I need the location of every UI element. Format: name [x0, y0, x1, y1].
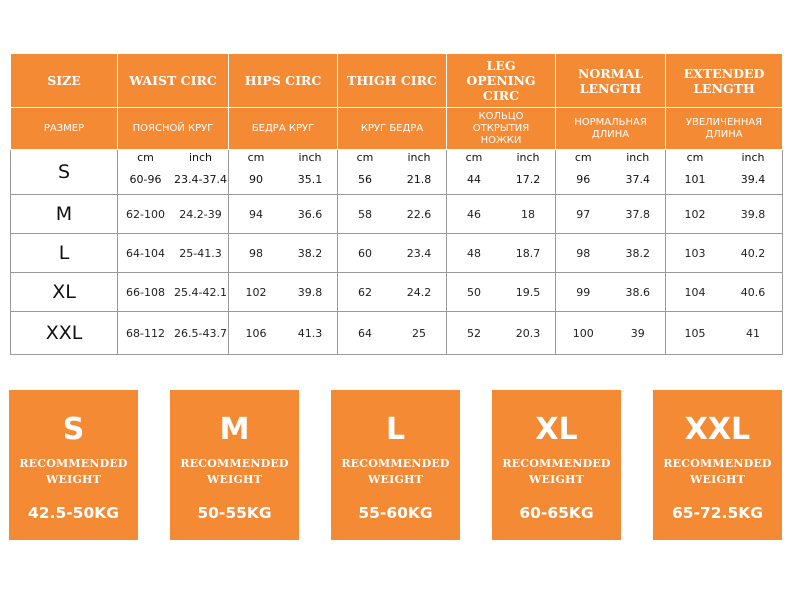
card-label — [9, 456, 138, 488]
header-normal-length: NORMAL LENGTH — [556, 54, 666, 108]
leg-cell — [447, 150, 556, 195]
cm-value: 60 — [358, 246, 372, 260]
normal-length-cell — [556, 234, 666, 273]
cm-value: 66-108 — [126, 285, 165, 299]
cm-value: 103 — [684, 246, 706, 260]
inch-value: 38.6 — [625, 285, 650, 299]
weight-card-s — [9, 390, 138, 540]
normal-length-cell — [556, 273, 666, 312]
inch-value: 23.4-37.4 — [174, 173, 227, 186]
header-thigh: THIGH CIRC — [338, 54, 447, 108]
size-chart-table — [10, 53, 783, 355]
table-row — [11, 234, 783, 273]
cm-value: 96 — [576, 173, 591, 186]
leg-cell — [447, 273, 556, 312]
card-label-line2: WEIGHT — [367, 473, 424, 486]
extended-length-cell — [666, 150, 783, 195]
weight-card-m — [170, 390, 299, 540]
size-label: XXL — [11, 312, 118, 355]
card-size: XL — [535, 412, 578, 447]
unit-cm: cm — [137, 151, 154, 164]
unit-cm: cm — [686, 151, 704, 164]
card-weight: 50-55KG — [197, 504, 272, 522]
waist-cell — [118, 195, 229, 234]
waist-cell — [118, 234, 229, 273]
weight-card-xxl — [653, 390, 782, 540]
unit-inch: inch — [516, 151, 540, 164]
card-weight: 42.5-50KG — [28, 504, 119, 522]
extended-length-cell — [666, 273, 783, 312]
card-label-line2: WEIGHT — [528, 473, 585, 486]
inch-value: 41 — [746, 326, 760, 340]
card-label-line1: RECOMMENDED — [180, 457, 289, 470]
unit-cm: cm — [356, 151, 374, 164]
table-row — [11, 273, 783, 312]
waist-cell — [118, 150, 229, 195]
cm-value: 58 — [358, 207, 372, 221]
inch-value: 38.2 — [625, 246, 650, 260]
cm-value: 99 — [576, 285, 591, 299]
cm-value: 64-104 — [126, 246, 165, 260]
inch-value: 25 — [412, 326, 426, 340]
inch-value: 22.6 — [406, 207, 432, 221]
header-hips: HIPS CIRC — [229, 54, 338, 108]
cm-value: 106 — [245, 326, 267, 340]
header-leg-opening: LEG OPENING CIRC — [447, 54, 556, 108]
size-label: M — [11, 195, 118, 234]
cm-value: 44 — [467, 173, 481, 186]
inch-value: 24.2 — [406, 285, 432, 299]
header-ru-extended-length: УВЕЛИЧЕННАЯ ДЛИНА — [666, 108, 783, 150]
inch-value: 40.6 — [740, 285, 766, 299]
unit-inch: inch — [407, 151, 431, 164]
inch-value: 39.8 — [740, 207, 766, 221]
inch-value: 18 — [521, 207, 535, 221]
inch-value: 25.4-42.1 — [174, 285, 227, 299]
thigh-cell — [338, 195, 447, 234]
table-row — [11, 195, 783, 234]
cm-value: 104 — [684, 285, 706, 299]
inch-value: 25-41.3 — [179, 246, 222, 260]
cm-value: 68-112 — [126, 326, 165, 340]
leg-cell — [447, 234, 556, 273]
unit-cm: cm — [247, 151, 265, 164]
inch-value: 19.5 — [515, 285, 541, 299]
header-size: SIZE — [11, 54, 118, 108]
inch-value: 35.1 — [297, 173, 323, 186]
card-size: XXL — [684, 412, 751, 447]
extended-length-cell — [666, 195, 783, 234]
cm-value: 101 — [684, 173, 706, 186]
card-weight: 65-72.5KG — [672, 504, 763, 522]
card-label-line2: WEIGHT — [45, 473, 102, 486]
card-label-line2: WEIGHT — [689, 473, 746, 486]
inch-value: 26.5-43.7 — [174, 326, 227, 340]
card-label-line1: RECOMMENDED — [663, 457, 772, 470]
inch-value: 21.8 — [406, 173, 432, 186]
card-label — [653, 456, 782, 488]
inch-value: 39 — [630, 326, 645, 340]
thigh-cell — [338, 312, 447, 355]
inch-value: 37.4 — [625, 173, 650, 186]
weight-card-xl — [492, 390, 621, 540]
inch-value: 36.6 — [297, 207, 323, 221]
inch-value: 17.2 — [515, 173, 541, 186]
inch-value: 39.8 — [297, 285, 323, 299]
cm-value: 50 — [467, 285, 481, 299]
cm-value: 100 — [572, 326, 594, 340]
card-label — [170, 456, 299, 488]
table-row — [11, 150, 783, 195]
unit-inch: inch — [298, 151, 322, 164]
hips-cell — [229, 273, 338, 312]
leg-cell — [447, 312, 556, 355]
cm-value: 52 — [467, 326, 481, 340]
unit-inch: inch — [626, 151, 650, 164]
header-row-russian — [11, 108, 783, 150]
card-label-line1: RECOMMENDED — [341, 457, 450, 470]
unit-cm: cm — [465, 151, 483, 164]
header-ru-size: РАЗМЕР — [11, 108, 118, 150]
header-ru-thigh: КРУГ БЕДРА — [338, 108, 447, 150]
leg-cell — [447, 195, 556, 234]
cm-value: 48 — [467, 246, 481, 260]
hips-cell — [229, 195, 338, 234]
cm-value: 97 — [576, 207, 591, 221]
header-waist: WAIST CIRC — [118, 54, 229, 108]
inch-value: 18.7 — [515, 246, 541, 260]
inch-value: 38.2 — [297, 246, 323, 260]
thigh-cell — [338, 234, 447, 273]
hips-cell — [229, 150, 338, 195]
unit-inch: inch — [188, 151, 213, 164]
cm-value: 62 — [358, 285, 372, 299]
normal-length-cell — [556, 150, 666, 195]
card-weight: 60-65KG — [519, 504, 594, 522]
cm-value: 46 — [467, 207, 481, 221]
cm-value: 98 — [249, 246, 263, 260]
size-label: XL — [11, 273, 118, 312]
cm-value: 64 — [358, 326, 372, 340]
card-weight: 55-60KG — [358, 504, 433, 522]
table-row — [11, 312, 783, 355]
waist-cell — [118, 273, 229, 312]
cm-value: 98 — [576, 246, 591, 260]
header-ru-waist: ПОЯСНОЙ КРУГ — [118, 108, 229, 150]
recommended-weight-cards — [0, 390, 790, 540]
card-label-line2: WEIGHT — [206, 473, 263, 486]
hips-cell — [229, 234, 338, 273]
normal-length-cell — [556, 312, 666, 355]
inch-value: 40.2 — [740, 246, 766, 260]
card-label — [331, 456, 460, 488]
cm-value: 105 — [684, 326, 706, 340]
extended-length-cell — [666, 234, 783, 273]
cm-value: 60-96 — [129, 173, 162, 186]
header-ru-normal-length: НОРМАЛЬНАЯ ДЛИНА — [556, 108, 666, 150]
cm-value: 90 — [249, 173, 263, 186]
size-label: L — [11, 234, 118, 273]
inch-value: 41.3 — [297, 326, 323, 340]
card-size: M — [219, 412, 250, 447]
header-ru-hips: БЕДРА КРУГ — [229, 108, 338, 150]
card-label-line1: RECOMMENDED — [502, 457, 611, 470]
card-label — [492, 456, 621, 488]
header-ru-leg-opening: КОЛЬЦО ОТКРЫТИЯ НОЖКИ — [447, 108, 556, 150]
cm-value: 94 — [249, 207, 263, 221]
card-size: L — [385, 412, 406, 447]
cm-value: 62-100 — [126, 207, 165, 221]
extended-length-cell — [666, 312, 783, 355]
cm-value: 102 — [684, 207, 706, 221]
unit-cm: cm — [574, 151, 592, 164]
card-size: S — [62, 412, 85, 447]
hips-cell — [229, 312, 338, 355]
cm-value: 102 — [245, 285, 267, 299]
card-label-line1: RECOMMENDED — [19, 457, 128, 470]
waist-cell — [118, 312, 229, 355]
thigh-cell — [338, 150, 447, 195]
thigh-cell — [338, 273, 447, 312]
inch-value: 24.2-39 — [179, 207, 222, 221]
inch-value: 20.3 — [515, 326, 541, 340]
unit-inch: inch — [741, 151, 765, 164]
cm-value: 56 — [358, 173, 372, 186]
inch-value: 37.8 — [625, 207, 650, 221]
normal-length-cell — [556, 195, 666, 234]
weight-card-l — [331, 390, 460, 540]
size-label: S — [11, 150, 118, 195]
header-row-english — [11, 54, 783, 108]
inch-value: 23.4 — [406, 246, 432, 260]
inch-value: 39.4 — [740, 173, 766, 186]
header-extended-length: EXTENDED LENGTH — [666, 54, 783, 108]
